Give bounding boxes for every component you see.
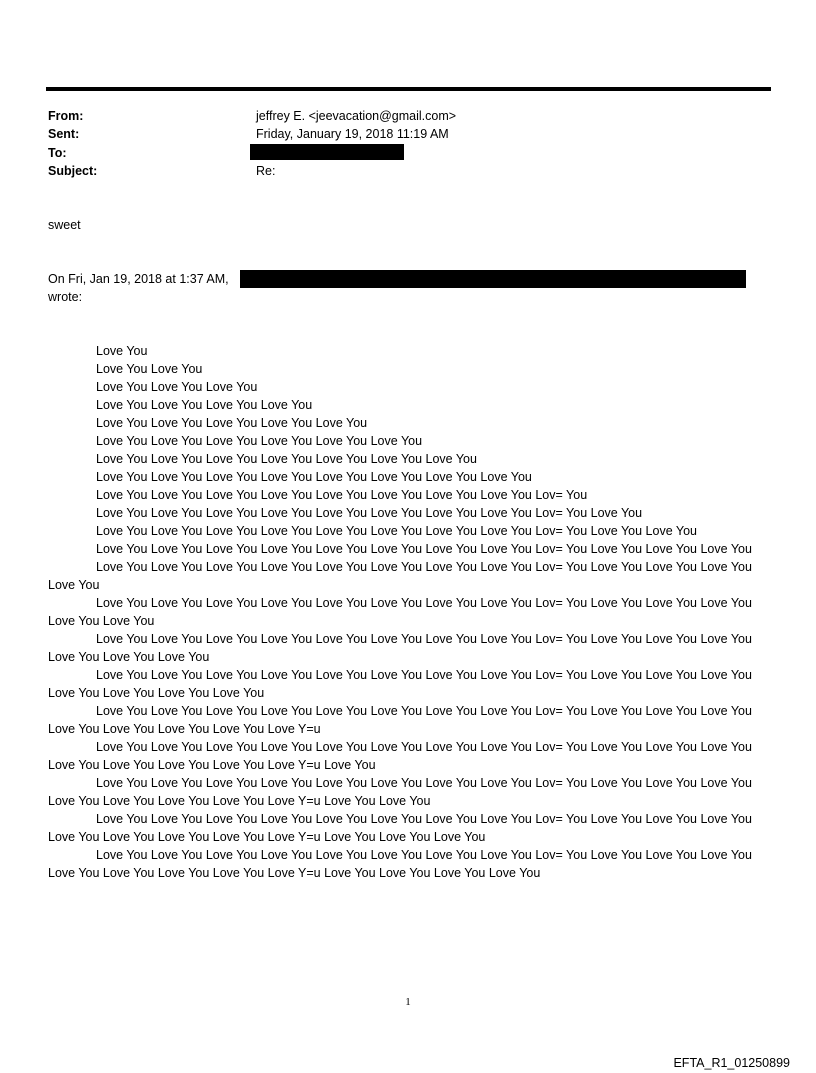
page-number: 1 [405,996,411,1008]
document-id: EFTA_R1_01250899 [673,1056,790,1070]
header-rule [46,87,771,91]
to-redaction [250,144,404,160]
quoted-line: Love You Love You Love You Love You Love You Love You Love You Love You Lov= You Love You [96,506,643,520]
quoted-line: Love You Love You Love You Love You Love You Love You Love You Love You Lov= You Love You Love You [96,524,697,538]
quoted-line: Love You Love You Love You Love You Love You Love You Love You Love You [96,470,532,484]
quoted-line: Love You Love You Love You Love You Love You Love You Love You Love You Lov= You Love You Love You Love You [96,542,752,556]
quoted-line: Love You Love You Love You Love You Love You Love You Love You Love You Lov= You Love You Love You Love You Love You Love You Love You Love You Love Y=u Love You Love You Love You Love You [48,848,752,880]
quoted-line: Love You Love You Love You Love You Love You Love You Love You Love You Lov= You Love You Love You Love You Love You Love You Love You Love You Love Y=u Love You [48,740,752,772]
quoted-message [48,342,754,882]
quoted-line: Love You Love You Love You Love You Love You Love You Love You Love You Lov= You Love You Love You Love You Love You Love You Love You Love You Love Y=u [48,704,752,736]
sender-redaction [240,270,746,288]
quoted-line: Love You Love You Love You Love You [96,398,313,412]
from-label: From: [48,109,84,123]
quoted-line: Love You Love You Love You Love You Love You Love You Love You [96,452,477,466]
quoted-line: Love You Love You Love You Love You Love You Love You Love You Love You Lov= You Love You Love You Love You Love You Love You Love You [48,632,752,664]
quoted-line: Love You Love You Love You [96,380,258,394]
quoted-line: Love You [96,344,148,358]
quoted-line: Love You Love You Love You Love You Love You [96,416,368,430]
sent-value: Friday, January 19, 2018 11:19 AM [256,127,449,141]
quoted-line: Love You Love You Love You Love You Love You Love You Love You Love You Lov= You Love You Love You Love You Love You Love You Love You Love You Love Y=u Love You Love You [48,776,752,808]
sent-label: Sent: [48,127,80,141]
quoted-line: Love You Love You Love You Love You Love You Love You Love You Love You Lov= You Love You Love You Love You Love You Love You Love You Love You [48,668,752,700]
quoted-line: Love You Love You Love You Love You Love You Love You Love You Love You Lov= You Love You Love You Love You Love You Love You [48,596,752,628]
subject-value: Re: [256,164,276,178]
quote-intro: On Fri, Jan 19, 2018 at 1:37 AM, [48,272,229,286]
quoted-line: Love You Love You Love You Love You Love You Love You Love You Love You Lov= You [96,488,588,502]
to-label: To: [48,146,67,160]
quoted-line: Love You Love You [96,362,203,376]
quoted-line: Love You Love You Love You Love You Love You Love You Love You Love You Lov= You Love You Love You Love You Love You Love You Love You Love You Love Y=u Love You Love You Love You [48,812,752,844]
quote-wrote: wrote: [48,290,83,304]
quoted-line: Love You Love You Love You Love You Love You Love You [96,434,423,448]
reply-text: sweet [48,218,81,232]
subject-label: Subject: [48,164,98,178]
quoted-line: Love You Love You Love You Love You Love You Love You Love You Love You Lov= You Love You Love You Love You Love You [48,560,752,592]
from-value: jeffrey E. <jeevacation@gmail.com> [256,109,457,123]
